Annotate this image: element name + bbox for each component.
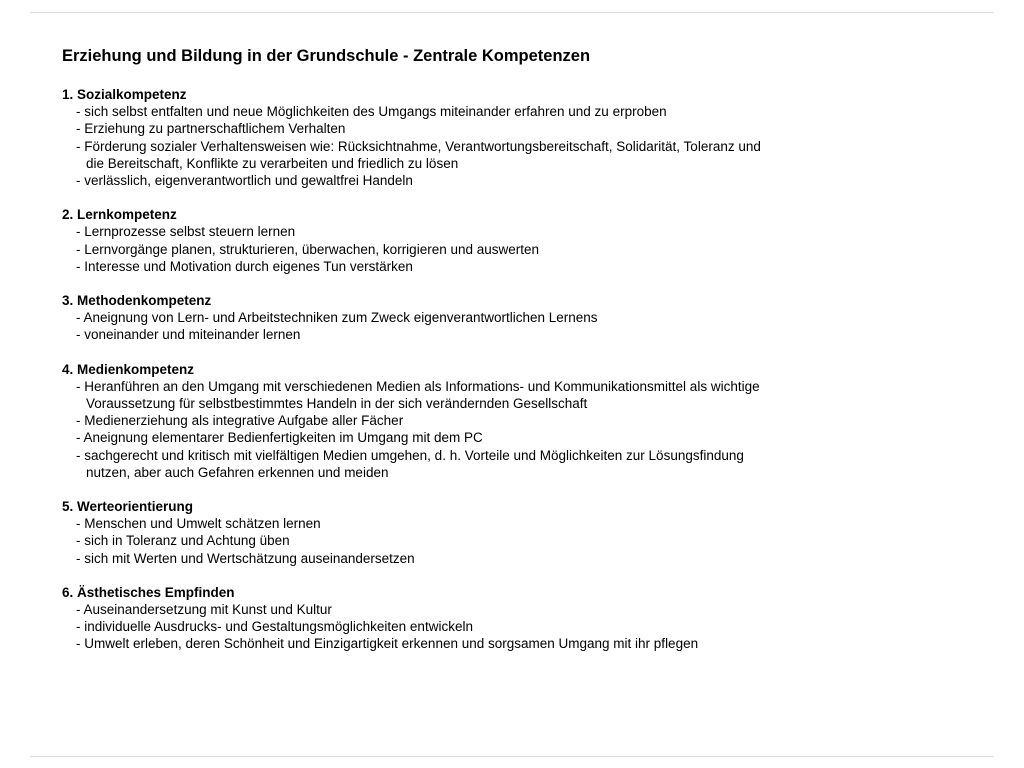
page-title: Erziehung und Bildung in der Grundschule - Zentrale Kompetenzen	[62, 47, 591, 65]
bullet-line: - Lernprozesse selbst steuern lernen	[76, 224, 296, 240]
bullet-line: - Förderung sozialer Verhaltensweisen wie: Rücksichtnahme, Verantwortungsbereitschaft, Solidarität, Toleranz und	[76, 138, 761, 154]
section	[62, 584, 994, 653]
bullet-line: - sich selbst entfalten und neue Möglichkeiten des Umgangs miteinander erfahren und zu erproben	[76, 104, 667, 120]
section	[62, 292, 994, 344]
bullet-line: - Heranführen an den Umgang mit verschiedenen Medien als Informations- und Kommunikationsmittel als wichtige	[76, 378, 760, 394]
section-heading: 5. Werteorientierung	[62, 499, 194, 515]
bullet-line: - Menschen und Umwelt schätzen lernen	[76, 516, 321, 532]
section-heading: 2. Lernkompetenz	[62, 207, 177, 223]
bullet-line: - individuelle Ausdrucks- und Gestaltungsmöglichkeiten entwickeln	[76, 619, 473, 635]
bullet-line: - verlässlich, eigenverantwortlich und gewaltfrei Handeln	[76, 173, 413, 189]
bullet-continuation-line: Voraussetzung für selbstbestimmtes Handeln in der sich verändernden Gesellschaft	[86, 396, 588, 412]
section-heading: 3. Methodenkompetenz	[62, 293, 212, 309]
bullet-line: - Aneignung von Lern- und Arbeitstechniken zum Zweck eigenverantwortlichen Lernens	[76, 310, 598, 326]
bullet-line: - sachgerecht und kritisch mit vielfältigen Medien umgehen, d. h. Vorteile und Möglichkeiten zur Lösungsfindung	[76, 447, 744, 463]
bullet-line: - sich in Toleranz und Achtung üben	[76, 533, 290, 549]
bullet-line: - Medienerziehung als integrative Aufgabe aller Fächer	[76, 413, 404, 429]
sections-container	[62, 86, 994, 653]
bullet-line: - Auseinandersetzung mit Kunst und Kultur	[76, 602, 332, 618]
top-rule	[30, 12, 994, 13]
bullet-continuation-line: die Bereitschaft, Konflikte zu verarbeiten und friedlich zu lösen	[86, 155, 459, 171]
section-heading: 6. Ästhetisches Empfinden	[62, 584, 235, 600]
section-heading: 1. Sozialkompetenz	[62, 87, 187, 102]
bullet-line: - Erziehung zu partnerschaftlichem Verhalten	[76, 121, 346, 137]
section-heading: 4. Medienkompetenz	[62, 361, 195, 377]
section	[62, 498, 994, 567]
bullet-line: - Aneignung elementarer Bedienfertigkeiten im Umgang mit dem PC	[76, 430, 483, 446]
bullet-continuation-line: nutzen, aber auch Gefahren erkennen und meiden	[86, 464, 389, 480]
slide-content	[62, 46, 994, 653]
section	[62, 86, 994, 189]
bottom-rule	[30, 756, 994, 757]
bullet-line: - voneinander und miteinander lernen	[76, 327, 301, 343]
section	[62, 206, 994, 275]
bullet-line: - sich mit Werten und Wertschätzung auseinandersetzen	[76, 550, 415, 566]
bullet-line: - Interesse und Motivation durch eigenes Tun verstärken	[76, 258, 413, 274]
bullet-line: - Umwelt erleben, deren Schönheit und Einzigartigkeit erkennen und sorgsamen Umgang mit ihr pflegen	[76, 636, 699, 652]
section	[62, 361, 994, 481]
bullet-line: - Lernvorgänge planen, strukturieren, überwachen, korrigieren und auswerten	[76, 241, 540, 257]
